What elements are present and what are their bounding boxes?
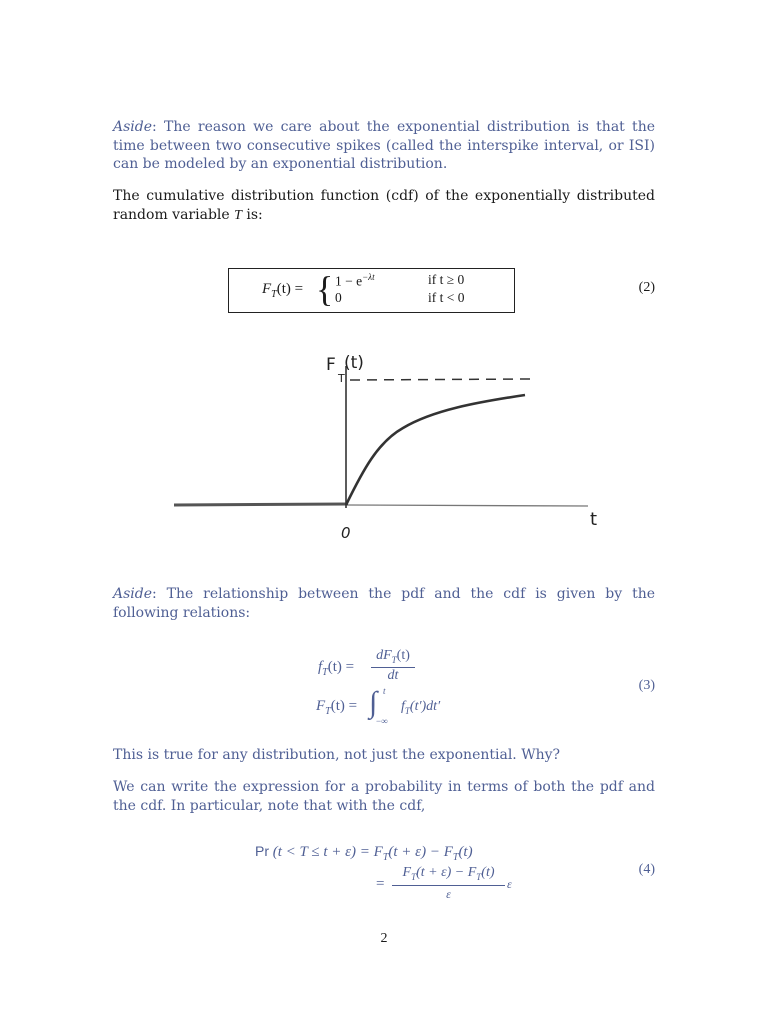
cdf-intro-text: The cumulative distribution function (cdf) of the exponentially distributed random variable [113, 188, 655, 223]
eq3-number: (3) [638, 678, 655, 693]
origin-label: 0 [341, 524, 351, 542]
eq4-fraction-numerator: $F_T(t + \varepsilon) - F_T(t)$ [402, 865, 495, 882]
equation-2-box [228, 268, 515, 313]
variable-T: T [234, 207, 242, 223]
integral-upper-limit: t [383, 686, 386, 696]
integral-lower-limit: −∞ [376, 716, 388, 726]
eq2-case2-expr: 0 [335, 290, 342, 305]
eq2-number: (2) [638, 280, 655, 295]
eq2-case1-expr: $1 - e^{-\lambda t}$ [335, 272, 375, 289]
eq4-fraction-denominator: ε [446, 887, 451, 901]
eq3-line1-lhs: $f_T(t)$ = [318, 659, 355, 678]
page [113, 0, 655, 1024]
aside-paragraph-pdf-cdf [113, 585, 655, 622]
left-brace: { [316, 269, 334, 309]
probability-paragraph: We can write the expression for a probability in terms of both the pdf and the cdf. In particular, note that with the cdf, [113, 779, 655, 814]
eq4-equals: = [376, 876, 385, 892]
eq2-lhs: $F_T(t)$ = [262, 281, 304, 300]
aside-label: Aside [113, 119, 153, 135]
eq3-derivative-denominator: dt [387, 668, 399, 683]
cdf-sketch [158, 340, 613, 555]
eq4-trailing-epsilon: ε [507, 877, 512, 891]
eq3-line2-lhs: $F_T(t)$ = [316, 698, 358, 717]
eq3-derivative-numerator: $dF_T(t)$ [376, 648, 410, 665]
eq2-case2-cond: if t < 0 [428, 290, 465, 305]
eq4-number: (4) [638, 862, 655, 877]
x-axis-label: t [590, 509, 598, 530]
cdf-intro-end: is: [241, 206, 263, 223]
cdf-intro-paragraph [113, 187, 655, 225]
integral-sign: ∫ [369, 686, 378, 719]
x-axis-negative [174, 504, 348, 505]
aside-text: : The reason we care about the exponential distribution is that the time between two consecutive spikes (called the interspike interval, or ISI) can be modeled by an exponential distribution. [113, 119, 655, 172]
true-for-any-paragraph: This is true for any distribution, not just the exponential. Why? [113, 747, 561, 763]
aside-paragraph-exponential [113, 118, 655, 174]
y-axis-label-sub: T [338, 372, 345, 385]
eq2-case1-cond: if t ≥ 0 [428, 272, 465, 287]
page-number: 2 [380, 931, 388, 946]
y-axis-label-arg: (t) [344, 353, 364, 373]
eq4-line1: Pr $(t < T \le t + \varepsilon) = F_T(t + \varepsilon) - F_T(t)$ [255, 843, 473, 863]
aside-label: Aside [113, 586, 153, 602]
integrand: $f_T(t')dt'$ [401, 699, 441, 716]
eq4-fraction-bar [392, 885, 505, 886]
y-axis-label: F [326, 355, 336, 375]
aside-text: : The relationship between the pdf and the cdf is given by the following relations: [113, 586, 655, 621]
